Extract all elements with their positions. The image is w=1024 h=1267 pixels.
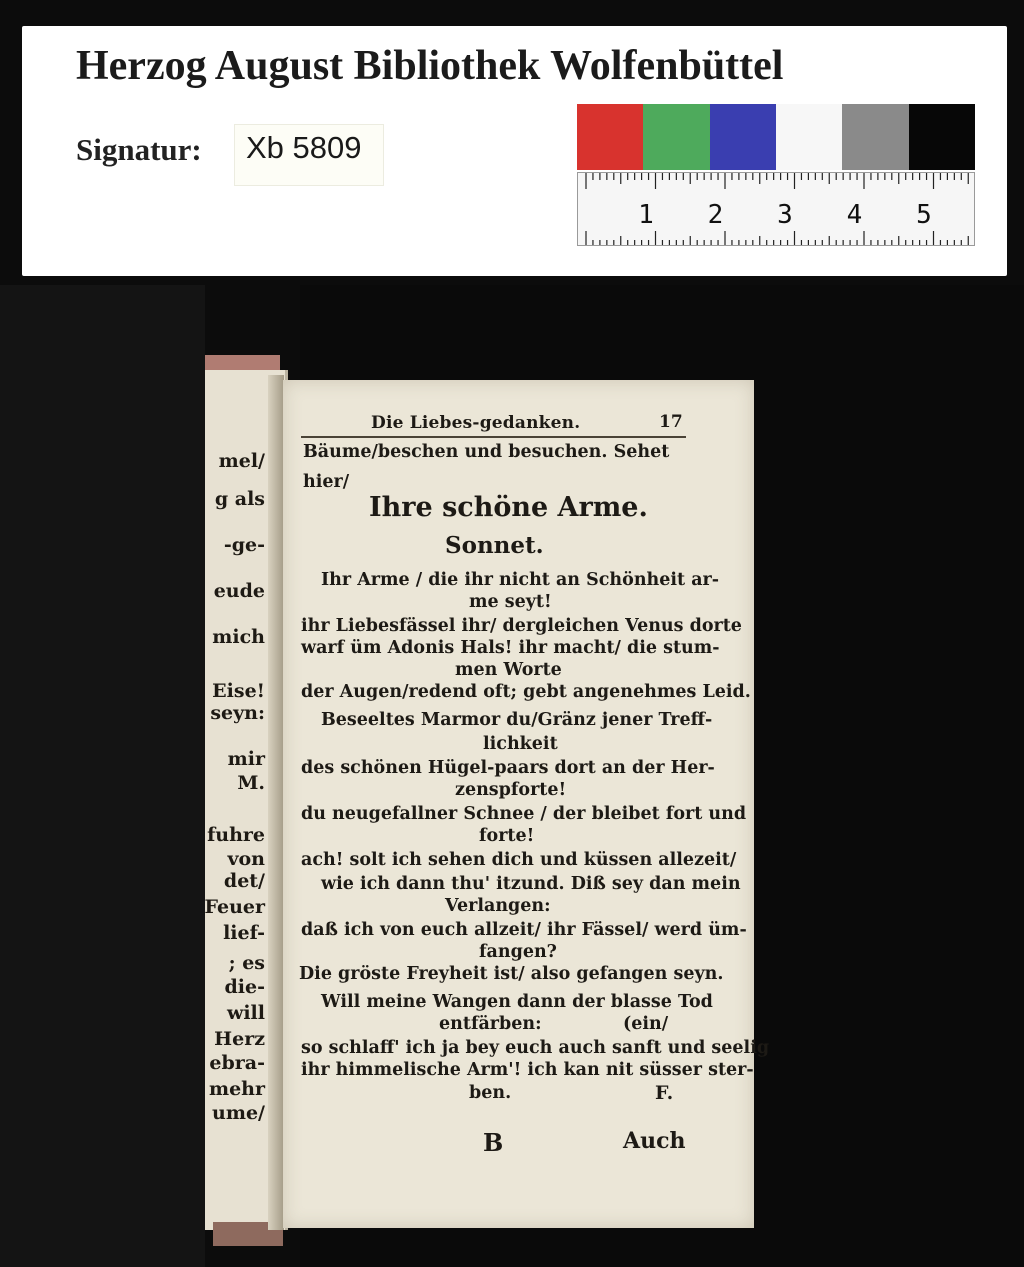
poem-line: ihr himmelische Arm'! ich kan nit süsser ster-: [301, 1060, 754, 1080]
signature-value: Xb 5809: [246, 130, 362, 165]
running-head: Die Liebes-gedanken.: [371, 413, 581, 433]
left-page-fragment: lief-: [223, 922, 265, 944]
left-page-fragment: Eise!: [212, 680, 265, 702]
left-page-fragment: Herz: [214, 1028, 265, 1050]
poem-line: Die gröste Freyheit ist/ also gefangen seyn.: [299, 964, 724, 984]
color-calibration-bar: [577, 104, 975, 170]
poem-line: du neugefallner Schnee / der bleibet fort und: [301, 804, 747, 824]
ruler-number: 3: [777, 200, 793, 230]
poem-line: Will meine Wangen dann der blasse Tod: [321, 992, 713, 1012]
swatch-blue: [710, 104, 776, 170]
poem-line: Ihr Arme / die ihr nicht an Schönheit ar-: [321, 570, 720, 590]
book-page-17: [283, 380, 770, 1228]
catchword: Auch: [623, 1128, 686, 1154]
poem-line: so schlaff' ich ja bey euch auch sanft und seelig: [301, 1038, 770, 1058]
poem-line: me seyt!: [469, 592, 552, 612]
poem-line: daß ich von euch allzeit/ ihr Fässel/ werd üm-: [301, 920, 747, 940]
poem-line: ach! solt ich sehen dich und küssen allezeit/: [301, 850, 737, 870]
poem-line: ben.: [469, 1083, 512, 1103]
swatch-gray: [842, 104, 908, 170]
poem-line: ihr Liebesfässel ihr/ dergleichen Venus dorte: [301, 616, 742, 636]
poem-line: warf üm Adonis Hals! ihr macht/ die stum-: [301, 638, 720, 658]
ruler-scale: [578, 173, 975, 246]
left-page-fragment: will: [226, 1002, 265, 1024]
left-page-fragment: ume/: [212, 1102, 265, 1124]
ruler-number: 2: [707, 200, 724, 230]
left-page-fragment: g als: [214, 488, 265, 510]
ruler-number: 1: [638, 200, 654, 230]
left-page-fragment: fuhre: [207, 824, 265, 846]
left-page-fragment: von: [227, 848, 265, 870]
poem-line: lichkeit: [483, 734, 558, 754]
poem-line: des schönen Hügel-paars dort an der Her-: [301, 758, 715, 778]
swatch-green: [643, 104, 709, 170]
ruler-number: 4: [846, 200, 863, 230]
poem-title: Ihre schöne Arme.: [369, 492, 648, 523]
book-gutter: [268, 375, 284, 1230]
measurement-ruler: [577, 172, 975, 246]
page-number: 17: [659, 412, 683, 432]
ruler-number: 5: [916, 200, 932, 230]
left-page-fragment: det/: [223, 870, 265, 892]
left-page-fragment: ebra-: [209, 1052, 265, 1074]
left-page-fragment: eude: [213, 580, 265, 602]
left-page-fragment: seyn:: [210, 702, 265, 724]
background-left: [0, 285, 205, 1267]
library-label-card: [22, 26, 1007, 276]
header-rule: [301, 436, 686, 438]
text-line: Bäume/beschen und besuchen. Sehet: [303, 442, 670, 462]
author-initials: F.: [655, 1082, 674, 1104]
poem-line: der Augen/redend oft; gebt angenehmes Leid.: [301, 682, 751, 702]
left-page-fragment: mir: [227, 748, 265, 770]
left-page-fragment: M.: [237, 772, 265, 794]
left-page-fragment: ; es: [228, 952, 265, 974]
poem-line: forte!: [479, 826, 535, 846]
poem-line: wie ich dann thu' itzund. Diß sey dan mein: [321, 874, 741, 894]
left-page-fragment: -ge-: [223, 534, 265, 556]
poem-line: Verlangen:: [445, 896, 551, 916]
signature-label: Signatur:: [76, 132, 202, 167]
poem-line: zenspforte!: [455, 780, 567, 800]
poem-subtitle: Sonnet.: [445, 532, 544, 559]
poem-line: Beseeltes Marmor du/Gränz jener Treff-: [321, 710, 713, 730]
poem-line: (ein/: [623, 1014, 669, 1034]
text-line: hier/: [303, 472, 350, 492]
left-page-fragment: Feuer: [204, 896, 265, 918]
left-page-fragment: mehr: [208, 1078, 265, 1100]
left-page-fragment: die-: [224, 976, 265, 998]
signature-mark: B: [483, 1128, 504, 1157]
poem-line: entfärben:: [439, 1014, 542, 1034]
swatch-white: [776, 104, 842, 170]
poem-line: men Worte: [455, 660, 562, 680]
swatch-black: [909, 104, 975, 170]
left-page-fragment: mich: [212, 626, 265, 648]
left-page-fragment: mel/: [218, 450, 265, 472]
library-name: Herzog August Bibliothek Wolfenbüttel: [76, 43, 784, 89]
poem-line: fangen?: [479, 942, 557, 962]
swatch-red: [577, 104, 643, 170]
